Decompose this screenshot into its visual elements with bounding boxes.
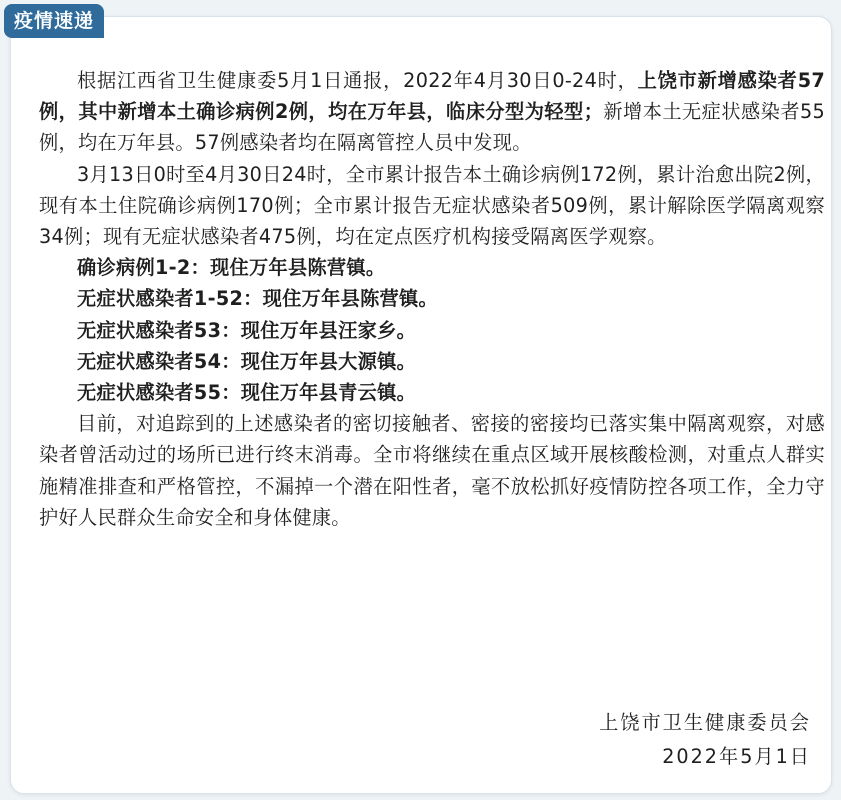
paragraph-summary	[39, 65, 825, 159]
case-item: 无症状感染者54：现住万年县大源镇。	[77, 349, 417, 373]
case-item: 无症状感染者55：现住万年县青云镇。	[77, 381, 417, 405]
case-item: 无症状感染者53：现住万年县汪家乡。	[77, 318, 417, 342]
notice-card	[10, 16, 832, 794]
section-tag: 疫情速递	[4, 4, 104, 38]
signature-org: 上饶市卫生健康委员会	[599, 711, 811, 734]
signature-block	[599, 706, 811, 774]
summary-text-2: 新增本土无症状感染者55例，均在万年县。57例感染者均在隔离管控人员中发现。	[39, 100, 825, 155]
notice-content	[39, 65, 825, 533]
paragraph-cumulative: 3月13日0时至4月30日24时，全市累计报告本土确诊病例172例，累计治愈出院2例，现有本土住院确诊病例170例；全市累计报告无症状感染者509例，累计解除医学隔离观察34例；现有无症状感染者475例，均在定点医疗机构接受隔离医学观察。	[39, 162, 825, 249]
summary-highlight: 上饶市新增感染者57例，其中新增本土确诊病例2例，均在万年县，临床分型为轻型；	[39, 69, 825, 124]
paragraph-closing: 目前，对追踪到的上述感染者的密切接触者、密接的密接均已落实集中隔离观察，对感染者曾活动过的场所已进行终末消毒。全市将继续在重点区域开展核酸检测，对重点人群实施精准排查和严格管控，不漏掉一个潜在阳性者，毫不放松抓好疫情防控各项工作，全力守护好人民群众生命安全和身体健康。	[39, 412, 825, 529]
signature-date: 2022年5月1日	[662, 745, 811, 768]
case-item: 确诊病例1-2：现住万年县陈营镇。	[77, 256, 386, 280]
summary-text-1: 根据江西省卫生健康委5月1日通报，2022年4月30日0-24时，	[77, 69, 638, 92]
case-item: 无症状感染者1-52：现住万年县陈营镇。	[77, 287, 439, 311]
